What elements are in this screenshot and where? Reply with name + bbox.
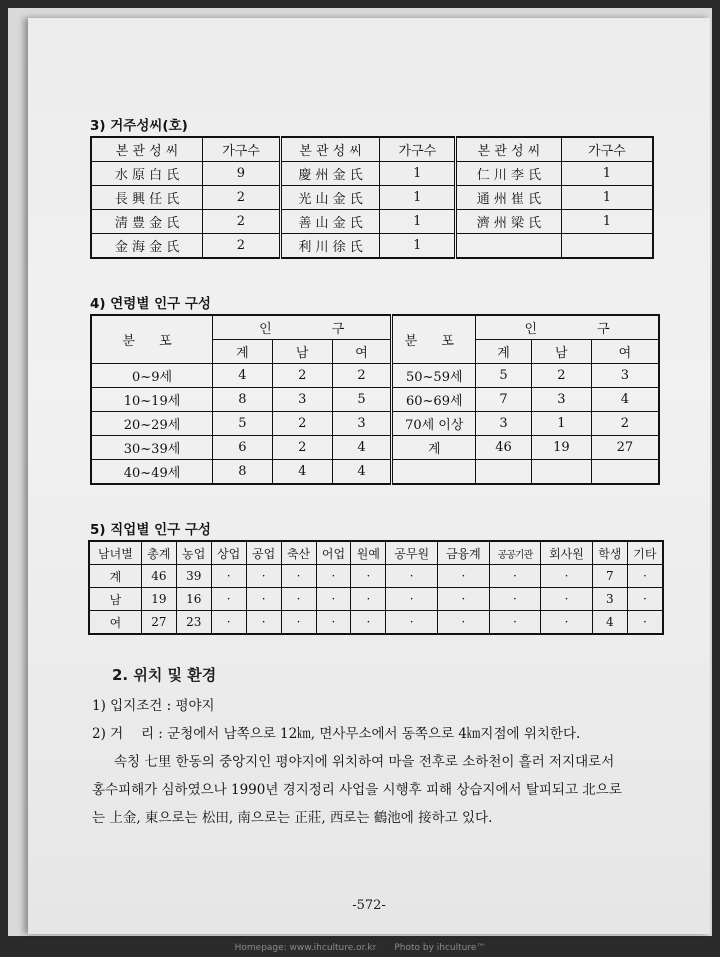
table-cell: ·: [627, 565, 663, 588]
age-range-cell: 70세 이상: [392, 412, 476, 436]
header-cell: 가구수: [380, 137, 456, 162]
table-row: [89, 565, 663, 588]
population-cell: 2: [591, 412, 659, 436]
population-cell: 1: [531, 412, 591, 436]
household-count-cell: 1: [561, 210, 653, 234]
population-cell: 6: [213, 436, 273, 460]
population-cell: 3: [272, 388, 332, 412]
table-header-row: [91, 137, 653, 162]
table-row: [91, 234, 653, 259]
distribution-header: 분 포: [392, 315, 476, 364]
population-cell: 4: [591, 388, 659, 412]
household-count-cell: [561, 234, 653, 259]
table-cell: ·: [246, 611, 281, 635]
table-cell: ·: [316, 565, 351, 588]
header-cell: 가구수: [203, 137, 281, 162]
population-cell: 4: [332, 460, 392, 485]
location-condition: 1) 입지조건 : 평야지: [92, 698, 215, 714]
scan-frame: [8, 8, 712, 936]
table-cell: ·: [211, 565, 246, 588]
population-cell: [476, 460, 532, 485]
population-header: [476, 315, 659, 340]
household-count-cell: 2: [203, 186, 281, 210]
age-range-cell: 10~19세: [91, 388, 213, 412]
sub-header: 남: [531, 340, 591, 364]
population-cell: 5: [476, 364, 532, 388]
table-cell: ·: [211, 611, 246, 635]
table-row: [91, 162, 653, 186]
surname-table: [90, 136, 654, 259]
table-cell: 46: [141, 565, 176, 588]
header-cell: 원예: [351, 541, 386, 565]
table-cell: ·: [541, 611, 593, 635]
population-cell: 3: [531, 388, 591, 412]
surname-cell: 濟 州 梁 氏: [456, 210, 562, 234]
population-label-part: 구: [331, 322, 345, 337]
header-cell: 본 관 성 씨: [280, 137, 380, 162]
age-range-cell: 20~29세: [91, 412, 213, 436]
sub-header: 남: [272, 340, 332, 364]
population-header: [213, 315, 392, 340]
population-cell: 2: [272, 412, 332, 436]
table-cell: ·: [281, 611, 316, 635]
household-count-cell: 1: [380, 186, 456, 210]
surname-cell: 淸 豊 金 氏: [91, 210, 203, 234]
population-cell: 8: [213, 460, 273, 485]
header-cell: 본 관 성 씨: [91, 137, 203, 162]
age-range-cell: 50~59세: [392, 364, 476, 388]
surname-cell: 通 州 崔 氏: [456, 186, 562, 210]
table-row: [91, 210, 653, 234]
table-cell: 계: [89, 565, 141, 588]
sub-header: 계: [213, 340, 273, 364]
surname-cell: 光 山 金 氏: [280, 186, 380, 210]
surname-cell: 長 興 任 氏: [91, 186, 203, 210]
population-label-part: 구: [597, 322, 610, 337]
population-cell: 2: [531, 364, 591, 388]
paragraph-line: 는 上金, 東으로는 松田, 南으로는 正莊, 西로는 鶴池에 接하고 있다.: [92, 810, 493, 826]
population-cell: 7: [476, 388, 532, 412]
location-distance: 2) 거 리 : 군청에서 남쪽으로 12㎞, 면사무소에서 동쪽으로 4㎞지점에 위치한다.: [92, 726, 581, 742]
population-cell: 2: [272, 364, 332, 388]
table-cell: ·: [386, 588, 438, 611]
document-page: [28, 18, 710, 934]
table-row: [91, 388, 659, 412]
footer-credit: Homepage: www.ihculture.or.kr Photo by ihculture™: [234, 943, 486, 953]
header-cell: 공공기관: [489, 541, 540, 565]
population-cell: 8: [213, 388, 273, 412]
header-cell: 어업: [316, 541, 351, 565]
age-range-cell: 40~49세: [91, 460, 213, 485]
table-cell: ·: [541, 588, 593, 611]
table-row: [91, 436, 659, 460]
age-range-cell: 30~39세: [91, 436, 213, 460]
table-row: [89, 588, 663, 611]
header-cell: 회사원: [541, 541, 593, 565]
table-cell: ·: [351, 565, 386, 588]
paragraph-line: 홍수피해가 심하였으나 1990년 경지정리 사업을 시행후 피해 상습지에서 탈피되고 北으로: [92, 782, 622, 798]
header-cell: 공무원: [386, 541, 438, 565]
population-cell: 2: [272, 436, 332, 460]
table-cell: 23: [176, 611, 211, 635]
distribution-header: 분 포: [91, 315, 213, 364]
surname-cell: 仁 川 李 氏: [456, 162, 562, 186]
surname-cell: 金 海 金 氏: [91, 234, 203, 259]
header-cell: 학생: [592, 541, 627, 565]
household-count-cell: 1: [380, 162, 456, 186]
table-cell: 7: [592, 565, 627, 588]
population-label-part: 인: [524, 322, 538, 337]
table-row: [91, 412, 659, 436]
population-cell: 3: [591, 364, 659, 388]
table-cell: ·: [438, 611, 490, 635]
table-cell: ·: [489, 565, 540, 588]
surname-cell: [456, 234, 562, 259]
header-cell: 공업: [246, 541, 281, 565]
population-label-part: 인: [259, 322, 272, 337]
table-cell: ·: [316, 611, 351, 635]
age-range-cell: 60~69세: [392, 388, 476, 412]
table-cell: ·: [351, 611, 386, 635]
population-cell: 4: [213, 364, 273, 388]
table-cell: 4: [592, 611, 627, 635]
sub-header: 여: [591, 340, 659, 364]
header-cell: 상업: [211, 541, 246, 565]
table-cell: ·: [246, 565, 281, 588]
page-number: -572-: [352, 898, 386, 913]
sub-header: 여: [332, 340, 392, 364]
age-range-cell: [392, 460, 476, 485]
table-cell: 27: [141, 611, 176, 635]
population-cell: 19: [531, 436, 591, 460]
table-cell: ·: [489, 588, 540, 611]
section3-title: 3) 거주성씨(호): [90, 118, 188, 134]
population-cell: 3: [476, 412, 532, 436]
table-cell: 여: [89, 611, 141, 635]
household-count-cell: 1: [561, 162, 653, 186]
surname-cell: 利 川 徐 氏: [280, 234, 380, 259]
household-count-cell: 2: [203, 234, 281, 259]
population-cell: [531, 460, 591, 485]
table-row: [91, 364, 659, 388]
population-cell: 5: [213, 412, 273, 436]
table-cell: 남: [89, 588, 141, 611]
table-cell: ·: [489, 611, 540, 635]
table-cell: ·: [541, 565, 593, 588]
section4-title: 4) 연령별 인구 구성: [90, 296, 211, 312]
header-cell: 기타: [627, 541, 663, 565]
table-cell: ·: [211, 588, 246, 611]
table-cell: 19: [141, 588, 176, 611]
occupation-table: [88, 540, 664, 635]
table-cell: ·: [246, 588, 281, 611]
population-cell: 5: [332, 388, 392, 412]
age-range-cell: 계: [392, 436, 476, 460]
population-cell: 27: [591, 436, 659, 460]
surname-cell: 水 原 白 氏: [91, 162, 203, 186]
household-count-cell: 2: [203, 210, 281, 234]
household-count-cell: 1: [561, 186, 653, 210]
table-cell: ·: [281, 565, 316, 588]
age-range-cell: 0~9세: [91, 364, 213, 388]
table-cell: 39: [176, 565, 211, 588]
table-cell: ·: [281, 588, 316, 611]
household-count-cell: 1: [380, 210, 456, 234]
table-header-row: [89, 541, 663, 565]
table-cell: ·: [627, 588, 663, 611]
header-cell: 농업: [176, 541, 211, 565]
population-cell: 4: [272, 460, 332, 485]
surname-cell: 慶 州 金 氏: [280, 162, 380, 186]
header-cell: 본 관 성 씨: [456, 137, 562, 162]
table-row: [89, 611, 663, 635]
population-cell: [591, 460, 659, 485]
population-cell: 2: [332, 364, 392, 388]
sub-header: 계: [476, 340, 532, 364]
section-heading: 2. 위치 및 환경: [112, 666, 217, 684]
section5-title: 5) 직업별 인구 구성: [90, 522, 211, 538]
household-count-cell: 1: [380, 234, 456, 259]
table-cell: ·: [386, 611, 438, 635]
table-cell: ·: [351, 588, 386, 611]
table-cell: 16: [176, 588, 211, 611]
paragraph-line: 속칭 七里 한동의 중앙지인 평야지에 위치하여 마을 전후로 소하천이 흘러 저지대로서: [114, 754, 615, 770]
age-population-table: [90, 314, 660, 485]
header-cell: 남녀별: [89, 541, 141, 565]
table-cell: ·: [438, 565, 490, 588]
surname-cell: 善 山 金 氏: [280, 210, 380, 234]
table-cell: ·: [316, 588, 351, 611]
population-cell: 46: [476, 436, 532, 460]
table-cell: 3: [592, 588, 627, 611]
population-cell: 4: [332, 436, 392, 460]
header-cell: 축산: [281, 541, 316, 565]
household-count-cell: 9: [203, 162, 281, 186]
header-cell: 가구수: [561, 137, 653, 162]
population-cell: 3: [332, 412, 392, 436]
table-cell: ·: [627, 611, 663, 635]
table-cell: ·: [438, 588, 490, 611]
table-row: [91, 186, 653, 210]
table-cell: ·: [386, 565, 438, 588]
table-row: [91, 460, 659, 485]
header-cell: 총계: [141, 541, 176, 565]
header-cell: 금융계: [438, 541, 490, 565]
